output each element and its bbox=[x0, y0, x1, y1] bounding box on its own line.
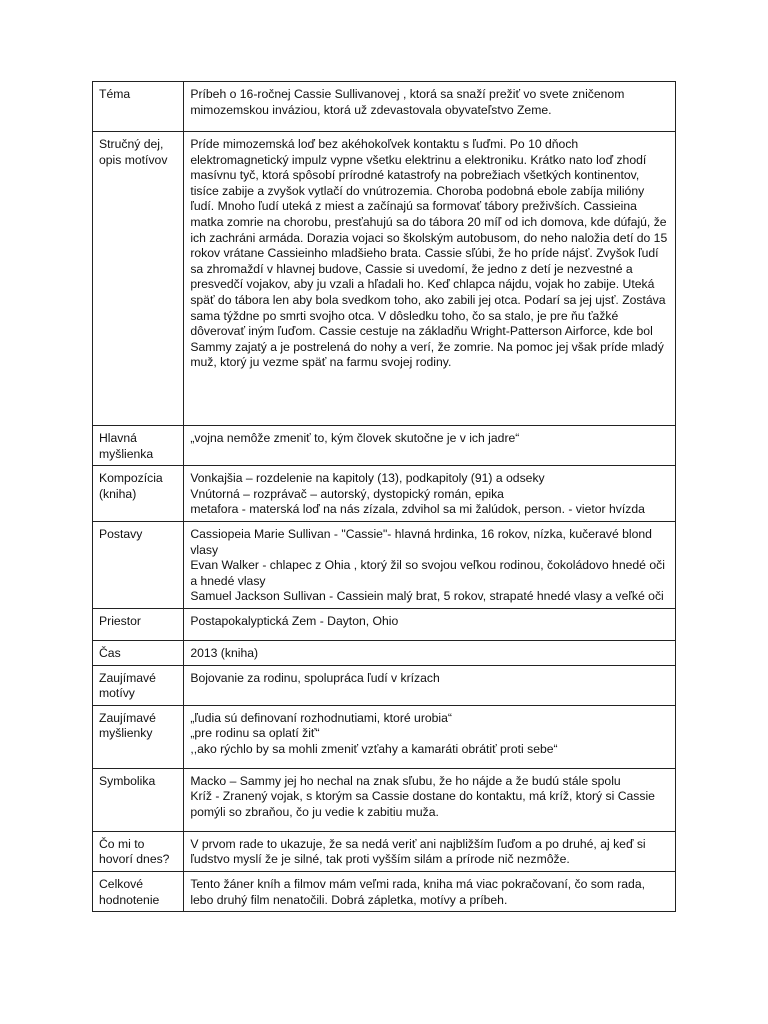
table-row-zaujimave-myslienky bbox=[93, 705, 676, 768]
row-content bbox=[184, 665, 676, 705]
content-line: Kríž - Zranený vojak, s ktorým sa Cassie dostane do kontaktu, má kríž, ktorý si Cassie pomýli so zbraňou, čo ju vedie k zabitiu muža. bbox=[190, 789, 655, 819]
book-report-table bbox=[92, 81, 676, 912]
row-label: Čo mi to hovorí dnes? bbox=[93, 831, 184, 871]
table-row-postavy bbox=[93, 521, 676, 608]
row-label: Symbolika bbox=[93, 768, 184, 831]
content-line: Príbeh o 16-ročnej Cassie Sullivanovej , ktorá sa snaží prežiť vo svete zničenom mimozemskou inváziou, ktorá už zdevastovala obyvateľstvo Zeme. bbox=[190, 87, 625, 117]
row-content bbox=[184, 768, 676, 831]
table-row-zaujimave-motivy bbox=[93, 665, 676, 705]
content-line: „vojna nemôže zmeniť to, kým človek skutočne je v ich jadre“ bbox=[190, 431, 520, 445]
row-label: Priestor bbox=[93, 608, 184, 640]
content-line: „ľudia sú definovaní rozhodnutiami, ktoré urobia“ bbox=[190, 710, 452, 725]
table-row-strucny-dej bbox=[93, 132, 676, 426]
row-content bbox=[184, 521, 676, 608]
content-line: metafora - materská loď na nás zízala, zdvihol sa mi žalúdok, person. - vietor hvízda bbox=[190, 502, 645, 517]
content-line: Macko – Sammy jej ho nechal na znak sľubu, že ho nájde a že budú stále spolu bbox=[190, 773, 621, 788]
content-line: Samuel Jackson Sullivan - Cassiein malý brat, 5 rokov, strapaté hnedé vlasy a veľké oči bbox=[190, 589, 664, 604]
content-line: Bojovanie za rodinu, spolupráca ľudí v krízach bbox=[190, 670, 440, 685]
content-line: Postapokalyptická Zem - Dayton, Ohio bbox=[190, 613, 399, 628]
table-row-tema bbox=[93, 82, 676, 132]
row-label: Čas bbox=[93, 640, 184, 665]
content-line: „pre rodinu sa oplatí žiť“ bbox=[190, 726, 320, 741]
row-content bbox=[184, 132, 676, 426]
row-label: Zaujímavé myšlienky bbox=[93, 705, 184, 768]
row-label: Zaujímavé motívy bbox=[93, 665, 184, 705]
table-body bbox=[93, 82, 676, 912]
row-content bbox=[184, 705, 676, 768]
row-label: Kompozícia (kniha) bbox=[93, 466, 184, 522]
table-row-co-mi-to-hovori bbox=[93, 831, 676, 871]
content-line: Cassiopeia Marie Sullivan - "Cassie"- hlavná hrdinka, 16 rokov, nízka, kučeravé blond vlasy bbox=[190, 526, 652, 557]
content-line: 2013 (kniha) bbox=[190, 645, 259, 660]
row-content bbox=[184, 640, 676, 665]
row-content bbox=[184, 466, 676, 522]
table-row-hlavna-myslienka bbox=[93, 426, 676, 466]
content-line: V prvom rade to ukazuje, že sa nedá veriť ani najbližším ľuďom a po druhé, aj keď si ľudstvo myslí že je silné, tak proti vyšším silám a prírode nič nezmôže. bbox=[190, 836, 646, 867]
table-row-priestor bbox=[93, 608, 676, 640]
content-line: Vonkajšia – rozdelenie na kapitoly (13), podkapitoly (91) a odseky bbox=[190, 471, 545, 486]
row-label: Stručný dej, opis motívov bbox=[93, 132, 184, 426]
table-row-cas bbox=[93, 640, 676, 665]
row-content bbox=[184, 82, 676, 132]
row-content bbox=[184, 871, 676, 911]
table-row-symbolika bbox=[93, 768, 676, 831]
row-label: Celkové hodnotenie bbox=[93, 871, 184, 911]
row-label: Hlavná myšlienka bbox=[93, 426, 184, 466]
content-line: Vnútorná – rozprávač – autorský, dystopický román, epika bbox=[190, 486, 504, 501]
content-line: Príde mimozemská loď bez akéhokoľvek kontaktu s ľuďmi. Po 10 dňoch elektromagnetický impulz vypne všetku elektrinu a elektroniku. Krátko nato loď zhodí masívnu tyč, ktorá spôsobí prírodné katastrofy na pobrežiach všetkých kontinentov, tisíce zabije a zvyšok vytlačí do vnútrozemia. Choroba podobná ebole zabíja milióny ľudí. Mnoho ľudí uteká z miest a začínajú sa formovať tábory preživších. Cassieina matka zomrie na chorobu, presťahujú sa do tábora 20 míľ od ich domova, kde dúfajú, že ich zachráni armáda. Dorazia vojaci so školským autobusom, do neho naložia detí do 15 rokov vrátane Cassieinho mladšieho brata. Cassie sľúbi, že ho príde nájsť. Zvyšok ľudí sa zhromaždí v hlavnej budove, Cassie si uvedomí, že jedno z detí je nezvestné a presvedčí vojakov, aby ju vzali a hľadali ho. Keď chlapca nájdu, vojak ho zabije. Uteká späť do tábora len aby bola svedkom toho, ako zabili jej otca. Podarí sa jej ujsť. Zostáva sama týždne po smrti svojho otca. V dôsledku toho, čo sa stalo, je pre ňu ťažké dôverovať iným ľuďom. Cassie cestuje na základňu Wright-Patterson Airforce, kde bol Sammy zajatý a je postrelená do nohy a verí, že zomrie. Na pomoc jej však príde mladý muž, ktorý ju vezme späť na farmu svojej rodiny. bbox=[190, 137, 668, 370]
row-content bbox=[184, 831, 676, 871]
content-line: ,,ako rýchlo by sa mohli zmeniť vzťahy a kamaráti obrátiť proti sebe“ bbox=[190, 741, 558, 756]
row-label: Postavy bbox=[93, 521, 184, 608]
content-line: Tento žáner kníh a filmov mám veľmi rada, kniha má viac pokračovaní, čo som rada, lebo druhý film nenatočili. Dobrá zápletka, motívy a príbeh. bbox=[190, 876, 645, 907]
content-line: Evan Walker - chlapec z Ohia , ktorý žil so svojou veľkou rodinou, čokoládovo hnedé oči a hnedé vlasy bbox=[190, 558, 665, 588]
table-row-kompozicia bbox=[93, 466, 676, 522]
row-label: Téma bbox=[93, 82, 184, 132]
table-row-celkove-hodnotenie bbox=[93, 871, 676, 911]
row-content bbox=[184, 426, 676, 466]
row-content bbox=[184, 608, 676, 640]
